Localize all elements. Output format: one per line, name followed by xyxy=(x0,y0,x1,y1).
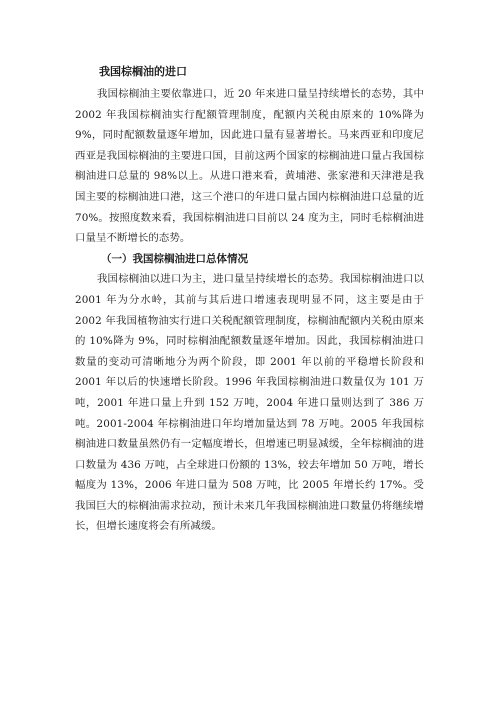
intro-paragraph: 我国棕榈油主要依靠进口，近 20 年来进口量呈持续增长的态势，其中 2002 年我国棕榈油实行配额管理制度，配额内关税由原来的 10%降为 9%，同时配额数量逐年增加，因此进口量有显著增长。马来西亚和印度尼西亚是我国棕榈油的主要进口国，目前这两个国家的棕榈油进口量占我国棕榈油进口总量的 98%以上。从进口港来看，黄埔港、张家港和天津港是我国主要的棕榈油进口港，这三个港口的年进口量占国内棕榈油进口总量的近 70%。按照度数来看，我国棕榈油进口目前以 24 度为主，同时毛棕榈油进口量呈不断增长的态势。 xyxy=(75,88,424,245)
document-page xyxy=(75,62,424,537)
section-paragraph: 我国棕榈油以进口为主，进口量呈持续增长的态势。我国棕榈油进口以 2001 年为分水岭，其前与其后进口增速表现明显不同，这主要是由于 2002 年我国植物油实行进口关税配额管理制度，棕榈油配额内关税由原来的 10%降为 9%，同时棕榈油配额数量逐年增加。因此，我国棕榈油进口数量的变动可清晰地分为两个阶段，即 2001 年以前的平稳增长阶段和 2001 年以后的快速增长阶段。1996 年我国棕榈油进口数量仅为 101 万吨，2001 年进口量上升到 152 万吨，2004 年进口量则达到了 386 万吨。2001-2004 年棕榈油进口年均增加量达到 78 万吨。2005 年我国棕榈油进口数量虽然仍有一定幅度增长，但增速已明显减缓，全年棕榈油的进口数量为 436 万吨，占全球进口份额的 13%，较去年增加 50 万吨，增长幅度为 13%，2006 年进口量为 508 万吨，比 2005 年增长约 17%。受我国巨大的棕榈油需求拉动，预计未来几年我国棕榈油进口数量仍将继续增长，但增长速度将会有所减缓。 xyxy=(75,273,424,533)
section-title: （一）我国棕榈油进口总体情况 xyxy=(101,252,248,265)
document-title: 我国棕榈油的进口 xyxy=(99,65,187,78)
